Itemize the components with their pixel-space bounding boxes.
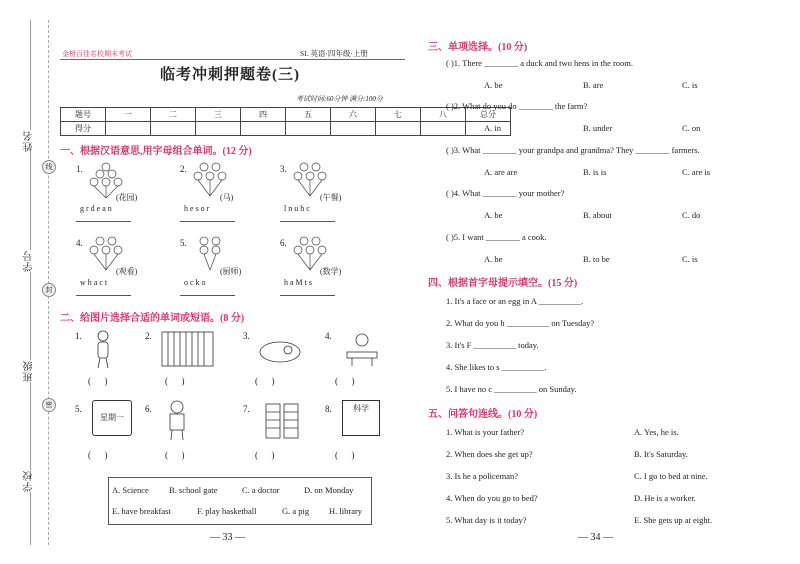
word-item: 2. h e s o r (马)	[180, 162, 290, 227]
answer-paren[interactable]: ( )	[335, 376, 355, 386]
mc-question: ( )3. What ________ your grandpa and grandma? They ________ farmers.	[446, 145, 700, 155]
section2-title: 二、给图片选择合适的单词或短语。(8 分)	[60, 313, 245, 324]
letters: h a M t s	[284, 278, 312, 287]
mc-question: ( )5. I want ________ a cook.	[446, 232, 547, 242]
calendar-picture: 星期一	[92, 400, 132, 436]
match-answer[interactable]: A. Yes, he is.	[634, 427, 679, 437]
mc-option[interactable]: A. be	[484, 210, 503, 220]
library-picture	[262, 400, 302, 440]
pig-picture	[92, 330, 114, 370]
mc-option[interactable]: C. is	[682, 80, 698, 90]
mc-option[interactable]: A. be	[484, 80, 503, 90]
word-item: 6. h a M t s (数学)	[280, 236, 390, 301]
answer-paren[interactable]: ( )	[255, 376, 275, 386]
mc-option[interactable]: C. do	[682, 210, 701, 220]
answer-paren[interactable]: ( )	[88, 450, 108, 460]
answer-paren[interactable]: ( )	[165, 450, 185, 460]
fill-question[interactable]: 4. She likes to s __________.	[446, 362, 547, 372]
letters: o c k o	[184, 278, 206, 287]
match-answer[interactable]: D. He is a worker.	[634, 493, 696, 503]
section5-title: 五、问答句连线。(10 分)	[428, 409, 538, 420]
science-book-picture: 科学	[342, 400, 380, 436]
letters: w h a c t	[80, 278, 108, 287]
mc-option[interactable]: A. are are	[484, 167, 518, 177]
answer-paren[interactable]: ( )	[335, 450, 355, 460]
word-item: 4. w h a c t (观看)	[76, 236, 186, 301]
breakfast-picture	[342, 330, 382, 368]
doctor-picture	[162, 400, 192, 442]
binding-strip	[0, 0, 55, 564]
match-question[interactable]: 3. Is he a policeman?	[446, 471, 518, 481]
match-question[interactable]: 5. What day is it today?	[446, 515, 527, 525]
hint: (观看)	[116, 267, 138, 276]
fill-question[interactable]: 5. I have no c __________ on Sunday.	[446, 384, 577, 394]
page-number-right: — 34 —	[578, 532, 613, 543]
answer-paren[interactable]: ( )	[165, 376, 185, 386]
section1-title: 一、根据汉语意思,用字母组合单词。(12 分)	[60, 146, 252, 157]
mc-option[interactable]: B. to be	[583, 254, 610, 264]
seal-mark-line: 线	[42, 160, 56, 174]
letters: l n u h c	[284, 204, 310, 213]
letters: g r d e a n	[80, 204, 112, 213]
hint: (马)	[220, 193, 234, 202]
mc-option[interactable]: B. about	[583, 210, 612, 220]
fill-question[interactable]: 3. It's F __________ today.	[446, 340, 539, 350]
label-class: 班级	[24, 360, 35, 382]
label-student-id: 学号	[24, 250, 35, 272]
match-question[interactable]: 4. When do you go to bed?	[446, 493, 538, 503]
mc-option[interactable]: C. are is	[682, 167, 711, 177]
fill-question[interactable]: 2. What do you h __________ on Tuesday?	[446, 318, 595, 328]
pic-num: 3.	[243, 331, 250, 341]
mc-question: ( )1. There ________ a duck and two hens in the room.	[446, 58, 634, 68]
match-question[interactable]: 2. When does she get up?	[446, 449, 533, 459]
page-number-left: — 33 —	[210, 532, 245, 543]
fill-question[interactable]: 1. It's a face or an egg in A __________.	[446, 296, 584, 306]
hint: (花园)	[116, 193, 138, 202]
pic-num: 6.	[145, 404, 152, 414]
word-item: 1. g r d e a n (花园)	[76, 162, 186, 227]
school-gate-picture	[160, 328, 215, 368]
pic-num: 1.	[75, 331, 82, 341]
mc-option[interactable]: A. in	[484, 123, 501, 133]
mc-option[interactable]: C. is	[682, 254, 698, 264]
hint: (厨师)	[220, 267, 242, 276]
label-name: 姓名	[24, 130, 35, 152]
word-item: 5. o c k o (厨师)	[180, 236, 290, 301]
answer-paren[interactable]: ( )	[255, 450, 275, 460]
mc-option[interactable]: C. on	[682, 123, 701, 133]
grade-label: SL 英语·四年级·上册	[300, 49, 368, 58]
hint: (数学)	[320, 267, 342, 276]
pic-num: 2.	[145, 331, 152, 341]
match-answer[interactable]: B. It's Saturday.	[634, 449, 688, 459]
animal-picture	[258, 334, 303, 364]
match-question[interactable]: 1. What is your father?	[446, 427, 524, 437]
word-item: 3. l n u h c (午餐)	[280, 162, 390, 227]
letters: h e s o r	[184, 204, 210, 213]
section4-title: 四、根据首字母提示填空。(15 分)	[428, 278, 578, 289]
pic-num: 5.	[75, 404, 82, 414]
match-answer[interactable]: C. I go to bed at nine.	[634, 471, 708, 481]
mc-question: ( )4. What ________ your mother?	[446, 188, 565, 198]
mc-question: ( )2. What do you do ________ the farm?	[446, 101, 588, 111]
mc-option[interactable]: B. are	[583, 80, 604, 90]
mc-option[interactable]: B. is is	[583, 167, 607, 177]
pic-num: 4.	[325, 331, 332, 341]
hint: (午餐)	[320, 193, 342, 202]
seal-mark-secret: 密	[42, 398, 56, 412]
seal-mark-seal: 封	[42, 283, 56, 297]
options-box: A. Science B. school gate C. a doctor D. on Monday E. have breakfast F. play basketball G. a pig H. library	[108, 477, 372, 525]
series-name: 金榜百佳名校期末考试	[62, 50, 132, 58]
section3-title: 三、单项选择。(10 分)	[428, 42, 528, 53]
mc-option[interactable]: A. be	[484, 254, 503, 264]
pic-num: 7.	[243, 404, 250, 414]
label-school: 学校	[24, 470, 35, 492]
pic-num: 8.	[325, 404, 332, 414]
score-table: 题号 一 二 三 四 五 六 七 八 总分 得分	[60, 107, 511, 136]
match-answer[interactable]: E. She gets up at eight.	[634, 515, 713, 525]
answer-paren[interactable]: ( )	[88, 376, 108, 386]
exam-info: 考试时间:60分钟 满分:100分	[296, 95, 383, 103]
page-title: 临考冲刺押题卷(三)	[160, 67, 300, 83]
mc-option[interactable]: B. under	[583, 123, 613, 133]
